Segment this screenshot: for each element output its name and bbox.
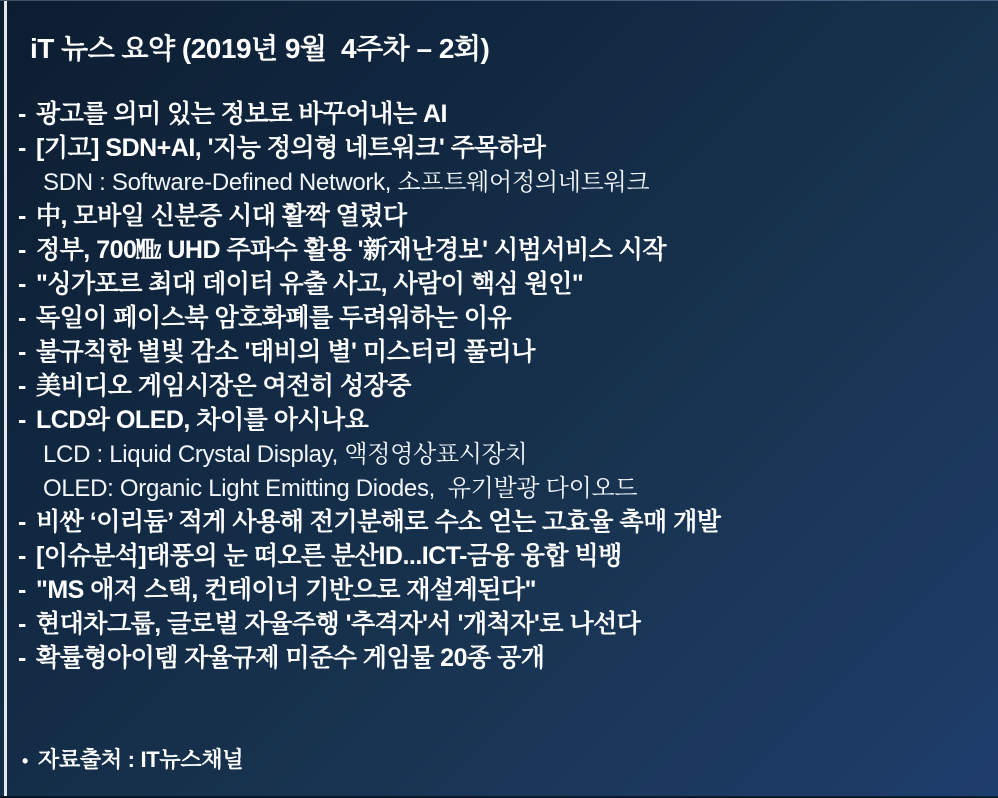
dash-bullet: -: [18, 236, 27, 264]
news-item: [18, 267, 992, 301]
dash-bullet: -: [18, 610, 27, 638]
dash-bullet: -: [18, 406, 27, 434]
news-list: [18, 97, 992, 675]
news-item: [18, 199, 992, 233]
source-footer: [22, 743, 243, 774]
dash-bullet: -: [18, 508, 27, 536]
dash-bullet: -: [18, 134, 27, 162]
news-line-text: OLED: Organic Light Emitting Diodes, 유기발광 다이오드: [43, 475, 638, 502]
news-line-text: 독일이 페이스북 암호화폐를 두려워하는 이유: [36, 304, 512, 332]
source-footer-label: 자료출처 : IT뉴스채널: [38, 747, 244, 772]
news-line-text: LCD와 OLED, 차이를 아시나요: [36, 406, 369, 434]
news-line-text: 광고를 의미 있는 정보로 바꾸어내는 AI: [36, 100, 447, 128]
news-item: [18, 301, 992, 335]
news-line-text: [기고] SDN+AI, '지능 정의형 네트워크' 주목하라: [36, 134, 546, 162]
slide-left-border: [4, 1, 7, 796]
dash-bullet: -: [18, 202, 27, 230]
dash-bullet: -: [18, 372, 27, 400]
news-line-text: 확률형아이템 자율규제 미준수 게임물 20종 공개: [36, 644, 545, 672]
news-item: [18, 403, 992, 437]
news-item: [18, 607, 992, 641]
dash-bullet: -: [18, 542, 27, 570]
dash-bullet: -: [18, 338, 27, 366]
news-line-text: 中, 모바일 신분증 시대 활짝 열렸다: [36, 202, 407, 230]
news-item: [18, 369, 992, 403]
news-subline: [18, 471, 992, 505]
news-line-text: 美비디오 게임시장은 여전히 성장중: [36, 372, 411, 400]
dash-bullet: -: [18, 100, 27, 128]
news-line-text: "싱가포르 최대 데이터 유출 사고, 사람이 핵심 원인": [36, 270, 584, 298]
news-item: [18, 539, 992, 573]
dash-bullet: -: [18, 270, 27, 298]
news-line-text: 불규칙한 별빛 감소 '태비의 별' 미스터리 풀리나: [36, 338, 535, 366]
news-line-text: 현대차그룹, 글로벌 자율주행 '추격자'서 '개척자'로 나선다: [36, 610, 641, 638]
news-item: [18, 505, 992, 539]
news-subline: [18, 165, 992, 199]
news-line-text: SDN : Software-Defined Network, 소프트웨어정의네트워크: [43, 169, 650, 196]
news-line-text: 정부, 700㎒ UHD 주파수 활용 '新재난경보' 시범서비스 시작: [36, 236, 667, 264]
news-line-text: 비싼 ‘이리듐’ 적게 사용해 전기분해로 수소 얻는 고효율 촉매 개발: [36, 508, 721, 536]
news-line-text: LCD : Liquid Crystal Display, 액정영상표시장치: [43, 441, 528, 468]
news-item: [18, 641, 992, 675]
dash-bullet: -: [18, 644, 27, 672]
news-subline: [18, 437, 992, 471]
slide-title: iT 뉴스 요약 (2019년 9월 4주차 – 2회): [30, 33, 490, 64]
dash-bullet: -: [18, 304, 27, 332]
news-item: [18, 97, 992, 131]
footer-bullet-icon: •: [22, 751, 29, 771]
dash-bullet: -: [18, 576, 27, 604]
news-item: [18, 335, 992, 369]
news-line-text: "MS 애저 스택, 컨테이너 기반으로 재설계된다": [36, 576, 536, 604]
news-line-text: [이슈분석]태풍의 눈 떠오른 분산ID...ICT-금융 융합 빅뱅: [36, 542, 622, 570]
news-item: [18, 131, 992, 165]
news-item: [18, 573, 992, 607]
news-item: [18, 233, 992, 267]
